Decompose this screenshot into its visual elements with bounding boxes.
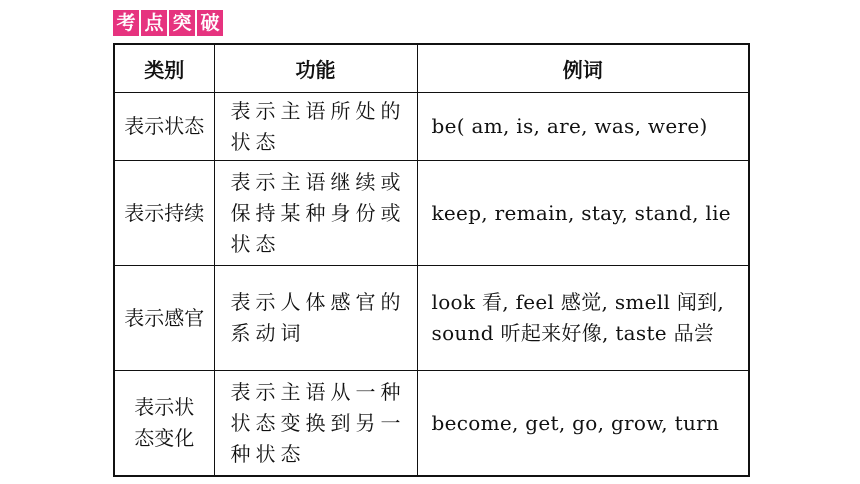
function-cell: 表示主语从一种状态变换到另一种状态 [214,371,417,477]
table-row [114,266,749,371]
table-row [114,161,749,266]
category-cell: 表示持续 [114,161,214,266]
function-cell: 表示主语继续或保持某种身份或状态 [214,161,417,266]
table-row [114,93,749,161]
category-cell: 表示状态变化 [114,371,214,477]
badge-char: 点 [141,10,167,36]
function-cell: 表示主语所处的状态 [214,93,417,161]
badge-char: 考 [113,10,139,36]
function-cell: 表示人体感官的系动词 [214,266,417,371]
examples-cell: look 看, feel 感觉, smell 闻到, sound 听起来好像, taste 品尝 [417,266,749,371]
category-cell: 表示感官 [114,266,214,371]
badge-char: 破 [197,10,223,36]
examples-cell: be( am, is, are, was, were) [417,93,749,161]
linking-verb-table [113,43,750,477]
header-function: 功能 [214,44,417,93]
table-row [114,371,749,477]
section-badge [113,10,223,36]
examples-cell: become, get, go, grow, turn [417,371,749,477]
examples-cell: keep, remain, stay, stand, lie [417,161,749,266]
badge-char: 突 [169,10,195,36]
header-examples: 例词 [417,44,749,93]
header-category: 类别 [114,44,214,93]
table-header-row [114,44,749,93]
category-cell: 表示状态 [114,93,214,161]
